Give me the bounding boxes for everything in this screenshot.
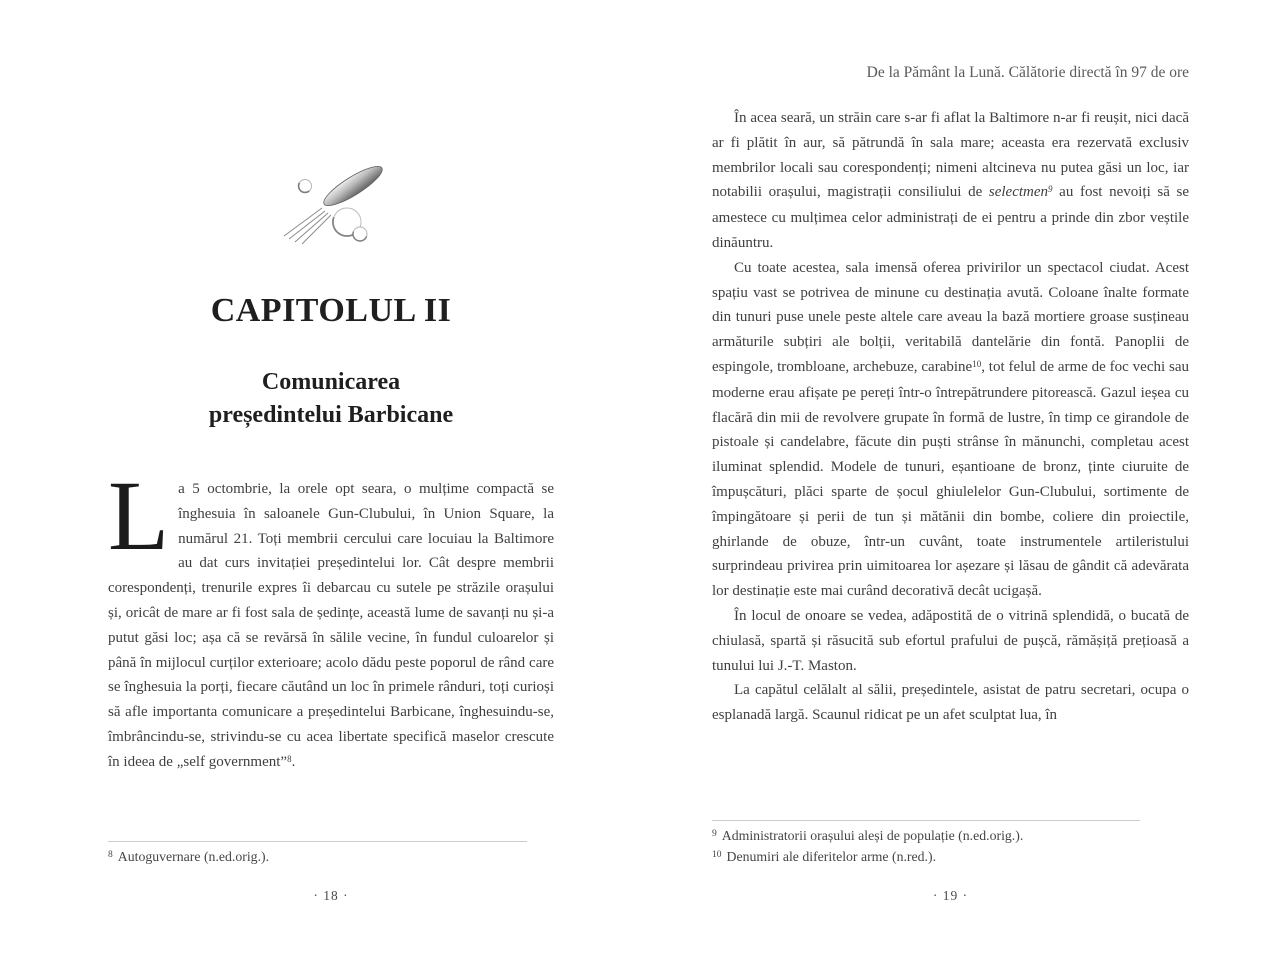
paragraph: În acea seară, un străin care s-ar fi aflat la Baltimore n-ar fi reușit, nici dacă ar fi plătit în aur, să pătrundă în sala mare; aceasta era rezervată exclusiv membrilor locali sau corespondenți; nimeni altcineva nu putea găsi un loc, iar notabilii orașului, magistrații consiliului de selectmen$^9$ au fost nevoiți să se amestece cu mulțimea celor administrați de ei pentru a prinde din zbor veștile dinăuntru. (712, 110, 1190, 251)
paragraph-text: a 5 octombrie, la orele opt seara, o mulțime compactă se înghesuia în saloanele Gun-Clubului, în Union Square, la numărul 21. Toți membrii cercului care locuiau la Baltimore au dat curs invitației președintelui lor. Cât despre membrii corespondenți, trenurile expres îi debarcau cu sutele pe străzile orașului și, oricât de mare ar fi fost sala de ședințe, această lume de savanți nu și-a putut găsi loc; așa că se revărsă în sălile vecine, în fundul culoarelor și până în mijlocul curților exterioare; acolo dădu peste poporul de rând care se înghesuia la porți, fiecare căutând un loc în primele rânduri, toți curioși să afle importanta comunicare a președintelui Barbicane, înghesuindu-se, îmbrâncindu-se, strivindu-se cu acea libertate specifică maselor crescute în ideea de „self government”$^8$. (108, 481, 554, 770)
footnote (108, 848, 527, 869)
footnote-marker: 9 (712, 829, 717, 839)
page-number-right: · 19 · (932, 888, 969, 903)
page-left (108, 0, 554, 963)
paragraph: Cu toate acestea, sala imensă oferea privirilor un spectacol ciudat. Acest spațiu vast se potrivea de minune cu destinația avută. Coloane înalte formate din tunuri puse unele peste altele care aveau la bază mortiere groase susțineau armăturile subțiri ale bolții, veritabilă dantelărie din fontă. Panoplii de espingole, trombloane, archebuze, carabine$^{10}$, tot felul de arme de foc vechi sau moderne erau afișate pe pereți într-o întrepătrundere pitorească. Gazul ieșea cu flacără din mii de revolvere grupate în formă de lustre, în timp ce girandole de pistoale și candelabre, făcute din puști strânse în mănunchi, completau acest iluminat splendid. Modele de tunuri, eșantioane de bronz, ținte ciuruite de împușcături, plăci sparte de șocul ghiulelelor Gun-Clubului, sortimente de împingătoare și perii de tun și mătănii din bombe, coliere din proiectile, ghirlande de obuze, într-un cuvânt, toate instrumentele artileristului surprindeau privirea prin uimitoarea lor așezare și lăsau de gândit că adevărata lor destinație este mai curând decorativă decât ucigașă. (712, 259, 1189, 600)
page-right (712, 0, 1189, 963)
drop-cap: L (108, 460, 170, 571)
left-page-body (108, 460, 554, 776)
footnote (712, 848, 1140, 869)
chapter-illustration (108, 152, 554, 252)
footnotes-right (712, 820, 1140, 868)
chapter-subtitle-line2: președintelui Barbicane (208, 402, 454, 428)
footnote-marker: 8 (108, 850, 113, 860)
footnote-text: Denumiri ale diferitelor arme (n.red.). (726, 848, 937, 864)
footnote-divider (712, 820, 1140, 821)
paragraph (108, 460, 554, 776)
footnotes-left (108, 841, 527, 869)
chapter-heading: CAPITOLUL II (210, 292, 452, 329)
chapter-subtitle-line1: Comunicarea (261, 369, 401, 395)
paragraph: În locul de onoare se vedea, adăpostită de o vitrină splendidă, o bucată de chiulasă, spartă și răsucită sub efortul prafului de pușcă, rămășiță prețioasă a tunului lui J.-T. Maston. (712, 607, 1189, 674)
footnote-marker: 10 (712, 849, 722, 860)
right-page-body (712, 106, 1189, 728)
page-number-left: · 18 · (313, 888, 349, 903)
paragraph: La capătul celălalt al sălii, președintele, asistat de patru secretari, ocupa o esplanadă largă. Scaunul ridicat pe un afet sculptat lua, în (712, 682, 1189, 724)
footnote (712, 827, 1140, 848)
footnote-divider (108, 841, 527, 842)
running-header: De la Pământ la Lună. Călătorie directă în 97 de ore (866, 64, 1189, 81)
rocket-sketch-icon (268, 152, 394, 252)
footnote-text: Autoguvernare (n.ed.orig.). (117, 849, 270, 864)
footnote-text: Administratorii orașului aleși de populație (n.ed.orig.). (721, 828, 1024, 843)
chapter-subtitle (108, 366, 554, 432)
